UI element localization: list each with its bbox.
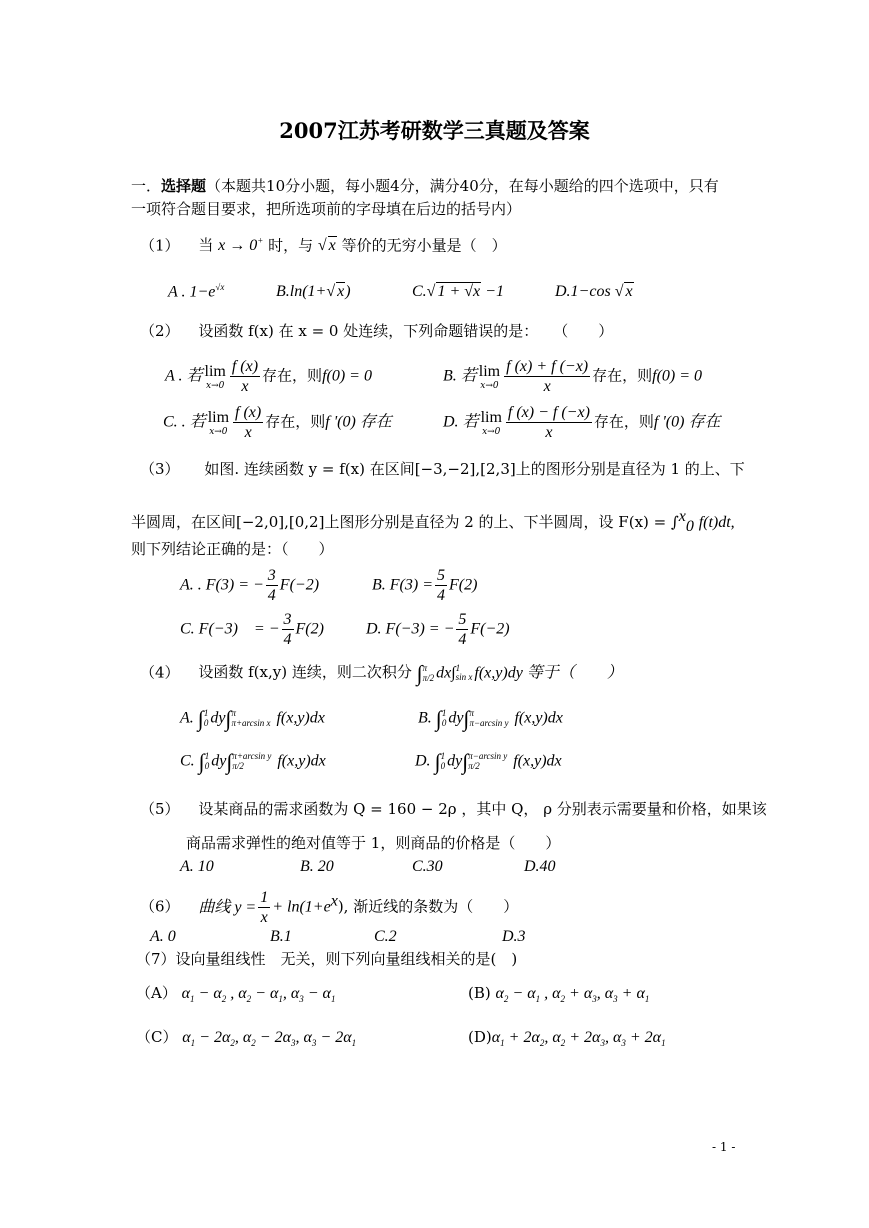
- page-number: - 1 -: [712, 1140, 736, 1154]
- q6-option-b: B.1: [270, 928, 292, 945]
- question-4: （4） 设函数 f(x,y) 连续，则二次积分 ∫ π π/2 dx∫ 1 sin x f(x,y)dy 等于（ ）: [140, 661, 623, 686]
- q1-option-c: C.√ 1 + √x −1: [412, 283, 504, 300]
- q2-option-a: A . 若 lim x→0 $\frac{f (x)}{x}$ 存在，则f(0) = 0: [165, 358, 372, 396]
- q5-option-b: B. 20: [300, 858, 334, 875]
- q2-option-c: C. . 若 lim x→0 $\frac{f (x)}{x}$ 存在，则f '(0) 存在: [163, 404, 392, 442]
- q4-stem: 设函数 f(x,y) 连续，则二次积分: [198, 663, 412, 682]
- section-desc-line2: 一项符合题目要求，把所选项前的字母填在后边的括号内）: [131, 200, 522, 218]
- question-2: [140, 322, 613, 341]
- q4-number: （4）: [140, 663, 180, 682]
- q1-limit: x → 0+: [218, 236, 264, 255]
- section-number: 一．: [131, 177, 162, 195]
- q2-option-b: B. 若 lim x→0 $\frac{f (x) + f (-x)}{x}$ 存在，则f(0) = 0: [443, 358, 703, 396]
- q4-option-c: C. ∫ 1 0 dy∫ π+arcsin y π/2 f(x,y)dx: [180, 749, 326, 774]
- q2-stem: 设函数 f(x) 在 x = 0 处连续，下列命题错误的是： （ ）: [198, 322, 614, 340]
- q3-number: （3）: [140, 460, 180, 478]
- q7-option-d: $(D)\alpha_1 + 2\alpha_2$, $\alpha_2 + 2\alpha_3$, $\alpha_3 + 2\alpha_1$: [468, 1028, 666, 1049]
- question-7: （7）设向量组线性 无关，则下列向量组线相关的是( ): [136, 950, 518, 968]
- q3-option-c: C. F(−3) = − $\frac{3}{4}$ F(2): [180, 611, 324, 649]
- section-name: 选择题: [161, 177, 207, 195]
- q1-mid: 时，与: [268, 236, 314, 255]
- section-desc: （本题共10分小题，每小题4分，满分40分，在每小题给的四个选项中，只有: [206, 177, 719, 195]
- q1-option-d: D.1−cos √ x: [555, 283, 633, 300]
- q1-option-a: A . $1-e^{√x}$: [168, 282, 225, 301]
- q6-number: （6）: [140, 897, 180, 916]
- q5-number: （5）: [140, 800, 180, 818]
- q4-option-a: A. ∫ 1 0 dy∫ π π+arcsin x f(x,y)dx: [180, 706, 325, 731]
- q5-option-d: D.40: [524, 858, 556, 875]
- q7-option-b: (B) $\alpha_2 - \alpha_1$ , $\alpha_2 + \alpha_3$, $\alpha_3 + \alpha_1$: [468, 984, 650, 1005]
- q1-post: 等价的无穷小量是（ ）: [341, 236, 507, 255]
- q3-line2: 半圆周，在区间[−2,0],[0,2]上图形分别是直径为 2 的上、下半圆周，设 F(x) = ∫$^x_0$ f(t)dt,: [131, 508, 735, 535]
- q7-option-a: （A） $\alpha_1 - \alpha_2$ , $\alpha_2 - \alpha_1$, $\alpha_3 - \alpha_1$: [136, 984, 336, 1005]
- q6-option-a: A. 0: [150, 928, 176, 945]
- q2-option-d: D. 若 lim x→0 $\frac{f (x) - f (-x)}{x}$ 存在，则f '(0) 存在: [443, 404, 721, 442]
- q6-option-c: C.2: [374, 928, 397, 945]
- question-3: [140, 460, 745, 479]
- question-5: [140, 800, 767, 819]
- q4-integral: ∫ π π/2: [416, 661, 435, 686]
- q3-line1: 如图. 连续函数 y = f(x) 在区间[−3,−2],[2,3]上的图形分别是直径为 1 的上、下: [204, 460, 745, 478]
- q1-sqrt-x: √ x: [317, 237, 336, 255]
- q5-line1: 设某商品的需求函数为 Q = 160 − 2ρ ，其中 Q， ρ 分别表示需要量和价格，如果该: [198, 800, 767, 818]
- q4-option-d: D. ∫ 1 0 dy∫ π−arcsin y π/2 f(x,y)dx: [415, 749, 562, 774]
- q5-option-c: C.30: [412, 858, 443, 875]
- q2-number: （2）: [140, 322, 180, 340]
- q3-option-a: A. . F(3) = − $\frac{3}{4}$ F(−2): [180, 567, 320, 605]
- q1-number: （1）: [140, 236, 180, 255]
- section-heading: [131, 177, 719, 196]
- q3-option-b: B. F(3) = $\frac{5}{4}$ F(2): [372, 567, 478, 605]
- q1-option-b: B.ln(1+√ x): [276, 283, 351, 300]
- question-1: [140, 236, 507, 256]
- q3-option-d: D. F(−3) = − $\frac{5}{4}$ F(−2): [366, 611, 510, 649]
- q5-line2: 商品需求弹性的绝对值等于 1，则商品的价格是（ ）: [186, 834, 561, 852]
- q6-option-d: D.3: [502, 928, 526, 945]
- q3-line3: 则下列结论正确的是：（ ）: [131, 540, 334, 558]
- q4-option-b: B. ∫ 1 0 dy∫ π π−arcsin y f(x,y)dx: [418, 706, 563, 731]
- q7-option-c: （C） $\alpha_1 - 2\alpha_2$, $\alpha_2 - 2\alpha_3$, $\alpha_3 - 2\alpha_1$: [136, 1028, 357, 1049]
- q5-option-a: A. 10: [180, 858, 214, 875]
- page-title: 2007江苏考研数学三真题及答案: [279, 118, 590, 143]
- q1-pre: 当: [198, 236, 214, 255]
- question-6: （6） 曲线 y = $\frac{1}{x}$ + $\ln(1+e^x)$, 渐近线的条数为（ ）: [140, 889, 519, 927]
